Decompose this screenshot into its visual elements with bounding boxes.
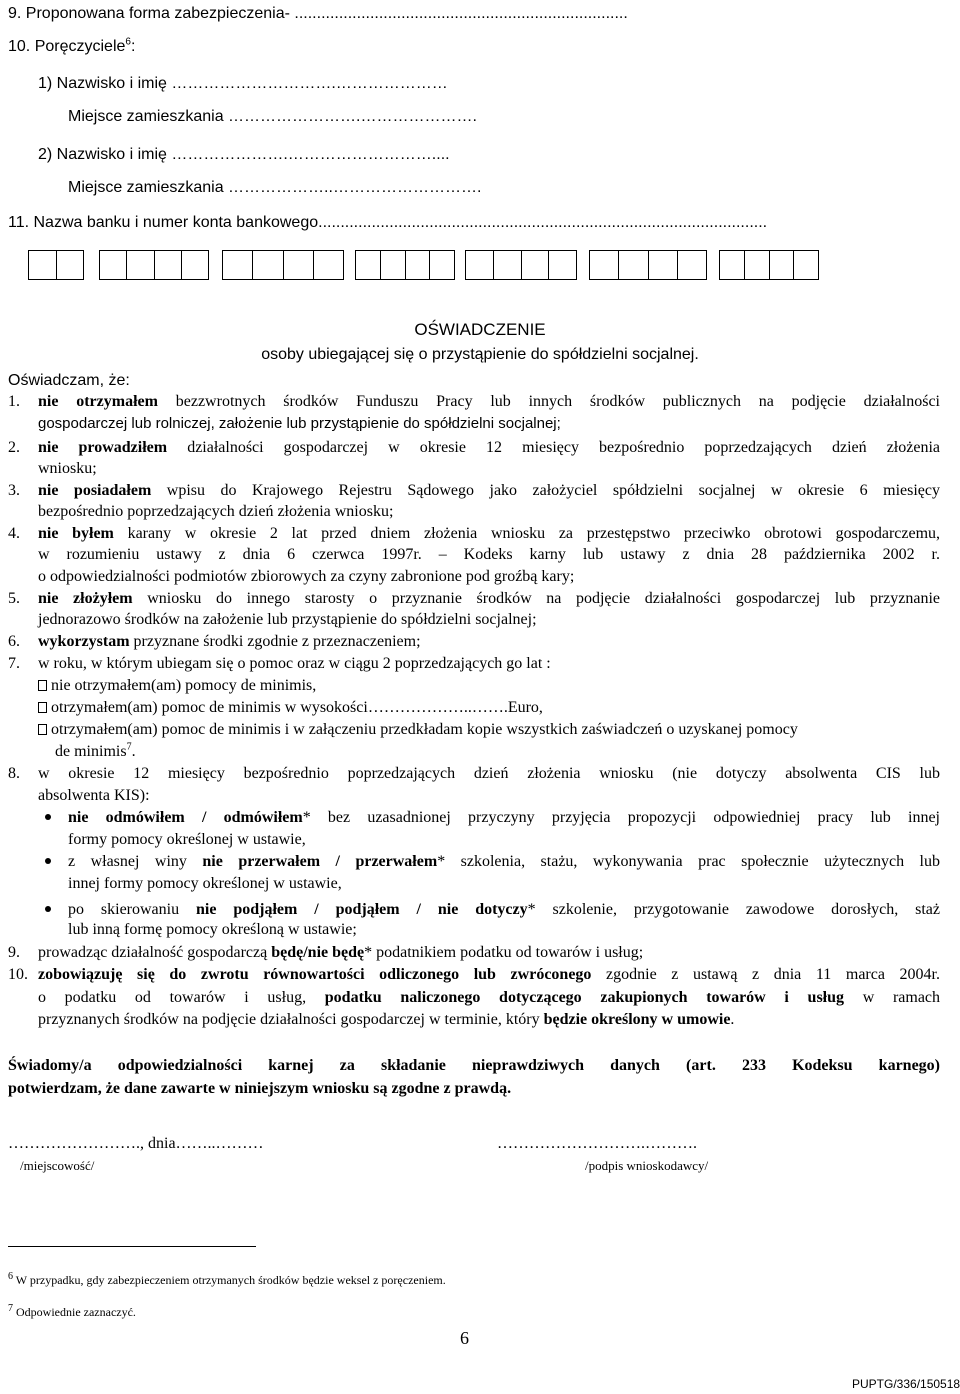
item-3-line-2: bezpośrednio poprzedzających dzień złożenia wniosku; <box>38 503 394 520</box>
footnote-7 <box>8 1302 136 1322</box>
item-10-text-a: zgodnie z ustawą z dnia 11 marca 2004r. <box>606 966 941 983</box>
item-4-text-a: karany w okresie 2 lat przed dniem złożenia wniosku za przestępstwo przeciwko obrotowi gospodarczemu, <box>127 525 941 542</box>
item-10-line-2-bold-1: podatku naliczonego dotyczącego <box>324 989 582 1006</box>
item-4-line-1 <box>38 524 940 544</box>
item-3-line-1 <box>38 481 940 501</box>
page-number: 6 <box>460 1328 469 1348</box>
declaration-intro: Oświadczam, że: <box>8 372 130 389</box>
item-8-bullet-1-line-1 <box>68 808 940 828</box>
item-1-line-2: gospodarczej lub rolniczej, założenie lub przystąpienie do spółdzielni socjalnej; <box>38 415 561 432</box>
item-6-line-1 <box>38 632 421 652</box>
bullet-icon <box>45 858 51 864</box>
item-4-line-3: o odpowiedzialności podmiotów zbiorowych za czyny zabronione pod groźbą kary; <box>38 568 575 585</box>
item-1-text-a: bezzwrotnych środków Funduszu Pracy lub innych środków publicznych na podjęcie działalności <box>175 393 941 410</box>
item-10-line-2 <box>38 988 940 1008</box>
footnote-7-number: 7 <box>8 1303 13 1314</box>
item-5-line-2: jednorazowo środków na założenie lub przystąpienie do spółdzielni socjalnej; <box>38 611 537 628</box>
item-11-bank-account: 11. Nazwa banku i numer konta bankowego..................................................................................................... <box>8 214 768 231</box>
item-8-bullet-1-text: * bez uzasadnionej przyczyny przyjęcia propozycji odpowiedniej pracy lub innej <box>302 809 940 826</box>
declaration-subtitle: osoby ubiegającej się o przystąpienie do spółdzielni socjalnej. <box>261 346 699 363</box>
item-4-number: 4. <box>8 525 20 542</box>
item-8-bullet-2-line-2: innej formy pomocy określonej w ustawie, <box>68 875 342 892</box>
signature-label: /podpis wnioskodawcy/ <box>585 1158 709 1173</box>
item-10-colon: : <box>130 38 136 55</box>
guarantor-2-address-field[interactable]: Miejsce zamieszkania ………………..………………………. <box>68 179 482 196</box>
item-6-bold: wykorzystam <box>38 633 130 650</box>
item-3-number: 3. <box>8 482 20 499</box>
item-2-line-1 <box>38 438 940 458</box>
item-7-option-2-label: otrzymałem(am) pomoc de minimis w wysokości………………..…….Euro, <box>51 699 543 716</box>
guarantor-1-address-field[interactable]: Miejsce zamieszkania …………………….…………………. <box>68 108 477 125</box>
bullet-icon <box>45 814 51 820</box>
checkbox-icon[interactable] <box>38 724 47 735</box>
item-8-bullet-3-text: * szkolenie, przygotowanie zawodowe dorosłych, staż <box>527 901 941 918</box>
guarantor-2-name-field[interactable]: 2) Nazwisko i imię ………………….……………………….... <box>38 146 450 163</box>
item-8-line-1: w okresie 12 miesięcy bezpośrednio poprzedzających dzień złożenia wniosku (nie dotyczy absolwenta CIS lub <box>38 765 940 782</box>
item-8-bullet-2-pre: z własnej winy <box>68 853 187 870</box>
item-7-line-1: w roku, w którym ubiegam się o pomoc oraz w ciągu 2 poprzedzających go lat : <box>38 655 551 672</box>
item-10-guarantors <box>8 37 135 57</box>
item-1-bold: nie otrzymałem <box>38 393 158 410</box>
footnote-6-text: W przypadku, gdy zabezpieczeniem otrzymanych środków będzie weksel z poręczeniem. <box>15 1273 446 1287</box>
item-9-vat-line <box>38 943 643 963</box>
footnote-ref-7: 7 <box>126 741 132 753</box>
checkbox-icon[interactable] <box>38 680 47 691</box>
account-box-group-3[interactable] <box>222 250 344 280</box>
document-code: PUPTG/336/150518 <box>852 1377 960 1391</box>
footnote-7-text: Odpowiednie zaznaczyć. <box>16 1305 136 1319</box>
item-8-bullet-1-line-2: formy pomocy określonej w ustawie, <box>68 831 306 848</box>
item-10-line-2-post: w ramach <box>862 989 941 1006</box>
item-8-bullet-1-bold: nie odmówiłem / odmówiłem <box>68 809 303 826</box>
item-1-line-1 <box>38 392 940 412</box>
item-8-number: 8. <box>8 765 20 782</box>
item-8-bullet-3-pre: po skierowaniu <box>68 901 180 918</box>
item-8-bullet-3-line-1 <box>68 900 940 920</box>
signature-field[interactable]: ……………………….………. <box>497 1135 697 1152</box>
item-2-bold: nie prowadziłem <box>38 439 168 456</box>
account-box-group-6[interactable] <box>589 250 707 280</box>
item-7-option-3[interactable] <box>38 720 798 740</box>
account-box-group-7[interactable] <box>719 250 819 280</box>
item-1-number: 1. <box>8 393 20 410</box>
footnote-divider <box>8 1246 256 1247</box>
account-box-group-1[interactable] <box>28 250 84 280</box>
item-4-bold: nie byłem <box>38 525 114 542</box>
place-date-field[interactable]: ……………………., dnia……..……… <box>8 1135 264 1152</box>
item-5-bold: nie złożyłem <box>38 590 133 607</box>
item-10-line-3-end: . <box>730 1011 735 1028</box>
item-8-line-2: absolwenta KIS): <box>38 787 150 804</box>
item-10-line-2-pre: o podatku od towarów i usług, <box>38 989 307 1006</box>
item-5-number: 5. <box>8 590 20 607</box>
item-9-number: 9. <box>8 944 20 961</box>
item-7-option-2[interactable] <box>38 698 543 718</box>
item-7-number: 7. <box>8 655 20 672</box>
footnote-6 <box>8 1270 446 1290</box>
item-6-number: 6. <box>8 633 20 650</box>
bullet-icon <box>45 906 51 912</box>
item-7-option-3-cont <box>55 742 136 762</box>
item-2-number: 2. <box>8 439 20 456</box>
checkbox-icon[interactable] <box>38 702 47 713</box>
item-6-text-a: przyznane środki zgodnie z przeznaczeniem; <box>133 633 421 650</box>
awareness-line-2: potwierdzam, że dane zawarte w niniejszym wniosku są zgodne z prawdą. <box>8 1080 512 1097</box>
item-10-bold: zobowiązuję się do zwrotu równowartości odliczonego lub zwróconego <box>38 966 592 983</box>
account-box-group-4[interactable] <box>355 250 455 280</box>
item-2-line-2: wniosku; <box>38 460 97 477</box>
item-7-option-3-label: otrzymałem(am) pomoc de minimis i w załączeniu przedkładam kopie wszystkich zaświadczeń o uzyskanej pomocy <box>51 721 798 738</box>
item-9-bold: będę/nie będę <box>271 944 365 961</box>
item-10-line-3 <box>38 1010 734 1030</box>
item-8-bullet-2-line-1 <box>68 852 940 872</box>
item-10-number: 10. <box>8 966 28 983</box>
footnote-6-number: 6 <box>8 1271 13 1282</box>
item-5-line-1 <box>38 589 940 609</box>
item-10-line-3-bold: będzie określony w umowie <box>543 1011 731 1028</box>
item-8-bullet-2-bold: nie przerwałem / przerwałem <box>202 853 438 870</box>
item-7-option-3-end: . <box>131 743 136 760</box>
item-7-option-1[interactable] <box>38 676 316 696</box>
declaration-title: OŚWIADCZENIE <box>414 320 546 339</box>
awareness-line-1: Świadomy/a odpowiedzialności karnej za składanie nieprawdziwych danych (art. 233 Kodeksu karnego) <box>8 1057 940 1074</box>
footnote-ref-6: 6 <box>125 36 131 48</box>
account-box-group-5[interactable] <box>465 250 577 280</box>
item-9-post: * podatnikiem podatku od towarów i usług; <box>364 944 644 961</box>
item-2-text-a: działalności gospodarczej w okresie 12 miesięcy bezpośrednio poprzedzających dzień złożenia <box>187 439 941 456</box>
item-4-line-2: w rozumieniu ustawy z dnia 6 czerwca 1997r. – Kodeks karny lub ustawy z dnia 28 października 2002 r. <box>38 546 940 563</box>
item-5-text-a: wniosku do innego starosty o przyznanie środków na podjęcie działalności gospodarczej lub przyznanie <box>147 590 941 607</box>
item-9-security: 9. Proponowana forma zabezpieczenia- ........................................................................... <box>8 5 628 22</box>
item-3-text-a: wpisu do Krajowego Rejestru Sądowego jako założyciel spółdzielni socjalnej w okresie 6 miesięcy <box>166 482 941 499</box>
item-7-option-1-label: nie otrzymałem(am) pomocy de minimis, <box>51 677 317 694</box>
item-8-bullet-2-text: * szkolenia, stażu, wykonywania prac społecznie użytecznych lub <box>437 853 941 870</box>
account-box-group-2[interactable] <box>99 250 209 280</box>
item-9-pre: prowadząc działalność gospodarczą <box>38 944 268 961</box>
item-10-line-2-bold-2: zakupionych towarów i usług <box>600 989 845 1006</box>
item-10-line-1 <box>38 965 940 985</box>
item-3-bold: nie posiadałem <box>38 482 152 499</box>
item-10-label: 10. Poręczyciele <box>8 38 126 55</box>
place-label: /miejscowość/ <box>20 1158 95 1173</box>
item-10-line-3-pre: przyznanych środków na podjęcie działalności gospodarczej w terminie, który <box>38 1011 540 1028</box>
item-8-bullet-3-line-2: lub inną formę pomocy określoną w ustawie; <box>68 921 357 938</box>
guarantor-1-name-field[interactable]: 1) Nazwisko i imię ………………………….………………… <box>38 75 448 92</box>
item-7-option-3-cont-text: de minimis <box>55 743 127 760</box>
item-8-bullet-3-bold: nie podjąłem / podjąłem / nie dotyczy <box>196 901 528 918</box>
